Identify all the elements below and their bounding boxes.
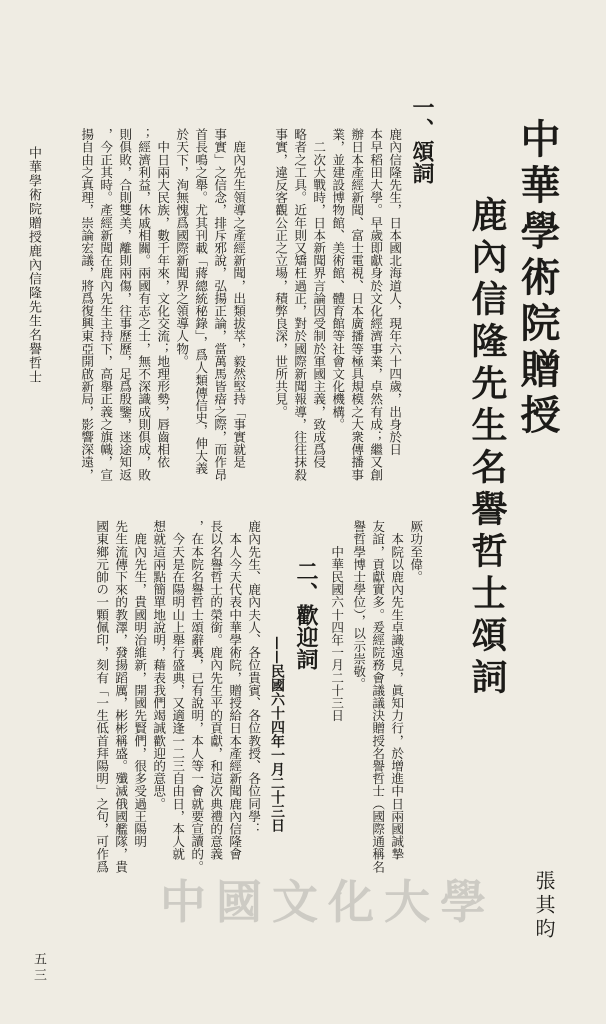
section-1-line: 首長鳴之舉。尤其刊載「蔣總統秘錄」，爲人類傳信史，伸大義 [193,128,209,475]
section-1-line: ，今正其時。產經新聞在鹿內先生主持下，高舉正義之旗幟，宣 [98,128,114,481]
section-1-line: 則俱敗，合則雙美，離則兩傷，往事歷歷，足爲殷鑒，迷途知返 [117,128,133,481]
page-number: 五三 [31,952,46,984]
section-1-line: 於天下，洵無愧爲國際新聞界之領導人物。 [174,128,190,368]
section-1-date: 中華民國六十四年一月二十三日 [329,520,345,722]
footer-credit: 中華學術院贈授鹿內信隆先生名譽哲士 [26,146,41,384]
section-2-date: ——民國六十四年一月二十三日 [269,636,285,832]
section-2-heading: 二、歡迎詞 [293,560,319,670]
section-1-line: 二次大戰時，日本新聞界言論因受制於軍國主義，致成爲侵 [311,128,327,469]
section-1-line: 鹿內先生領導之產經新聞，出類拔萃，毅然堅持「事實就是 [231,128,247,469]
section-1-line: 本院以鹿內先生卓識遠見，眞知力行，於增進中日兩國誠摯 [389,520,405,861]
section-2-line: 本人今天代表中華學術院，贈授給日本產經新聞鹿內信隆會 [227,520,243,861]
author-name: 張其昀 [532,870,556,942]
section-2-line: 鹿內先生，貴國明治維新，開國先賢們，很多受過王陽明 [132,520,148,848]
section-2-line: 先生流傳下來的教澤，發揚蹈厲，彬彬稱盛。殲滅俄國艦隊，貴 [113,520,129,873]
section-1-line: 厥功至偉。 [408,520,424,583]
section-2-line: 鹿內先生、鹿內夫人、各位貴賓、各位教授、各位同學： [246,520,262,835]
section-2-line: 長以名譽哲士的榮銜。鹿內先生平的貢獻，和這次典禮的意義 [208,520,224,861]
section-1-line: 本早稻田大學。早歲即獻身於文化經濟事業，卓然有成；繼又創 [368,128,384,481]
section-2-line: 想就這兩點簡單地說明，藉表我們竭誠歡迎的意思。 [151,520,167,810]
section-2-line: ，在本院名譽哲士頌辭裏，已有說明，本人等一會就要宣讀的。 [189,520,205,873]
section-1-line: 中日兩大民族，數千年來，文化交流；地理形勢，唇齒相依 [155,128,171,469]
section-2-line: 國東鄉元帥の一顆佩印，刻有「一生低首拜陽明」之句，可作爲 [94,520,110,873]
section-1-line: 友誼，貢獻實多。爰經院務會議議決贈授名譽哲士（國際通稱名 [370,520,386,873]
section-1-line: 業，並建設博物館、美術館、體育館等社會文化機構。 [330,128,346,431]
section-1-heading: 一、頌詞 [409,96,435,184]
document-title: 中華學術院贈授 [514,118,561,440]
section-1-line: 事實，違反客觀公正之立場，積弊良深，世所共見。 [273,128,289,418]
section-1-line: 鹿內信隆先生，日本國北海道人，現年六十四歲，出身於日 [387,128,403,456]
section-1-line: ；經濟利益，休戚相關。兩國有志之士，無不深識成則俱成，敗 [136,128,152,481]
document-subtitle: 鹿內信隆先生名譽哲士頌詞 [466,196,508,700]
section-1-line: 略者之工具。近年則又矯枉過正，對於國際新聞報導，往往抹殺 [292,128,308,481]
watermark-text: 中國文化大學 [160,875,496,929]
section-1-line: 譽哲學博士學位），以示崇敬。 [351,520,367,691]
section-1-line: 事實」之信念，排斥邪說，弘揚正論，當萬馬皆瘖之際，而作昂 [212,128,228,481]
section-2-line: 今天是在陽明山上舉行盛典，又適逢一二三自由日，本人就 [170,520,186,861]
section-1-line: 揚自由之真理，崇論宏議，將爲復興東亞開啟新局，影響深遠， [79,128,95,481]
section-1-line: 辦日本產經新聞、富士電視、日本廣播等極具規模之大衆傳播事 [349,128,365,481]
